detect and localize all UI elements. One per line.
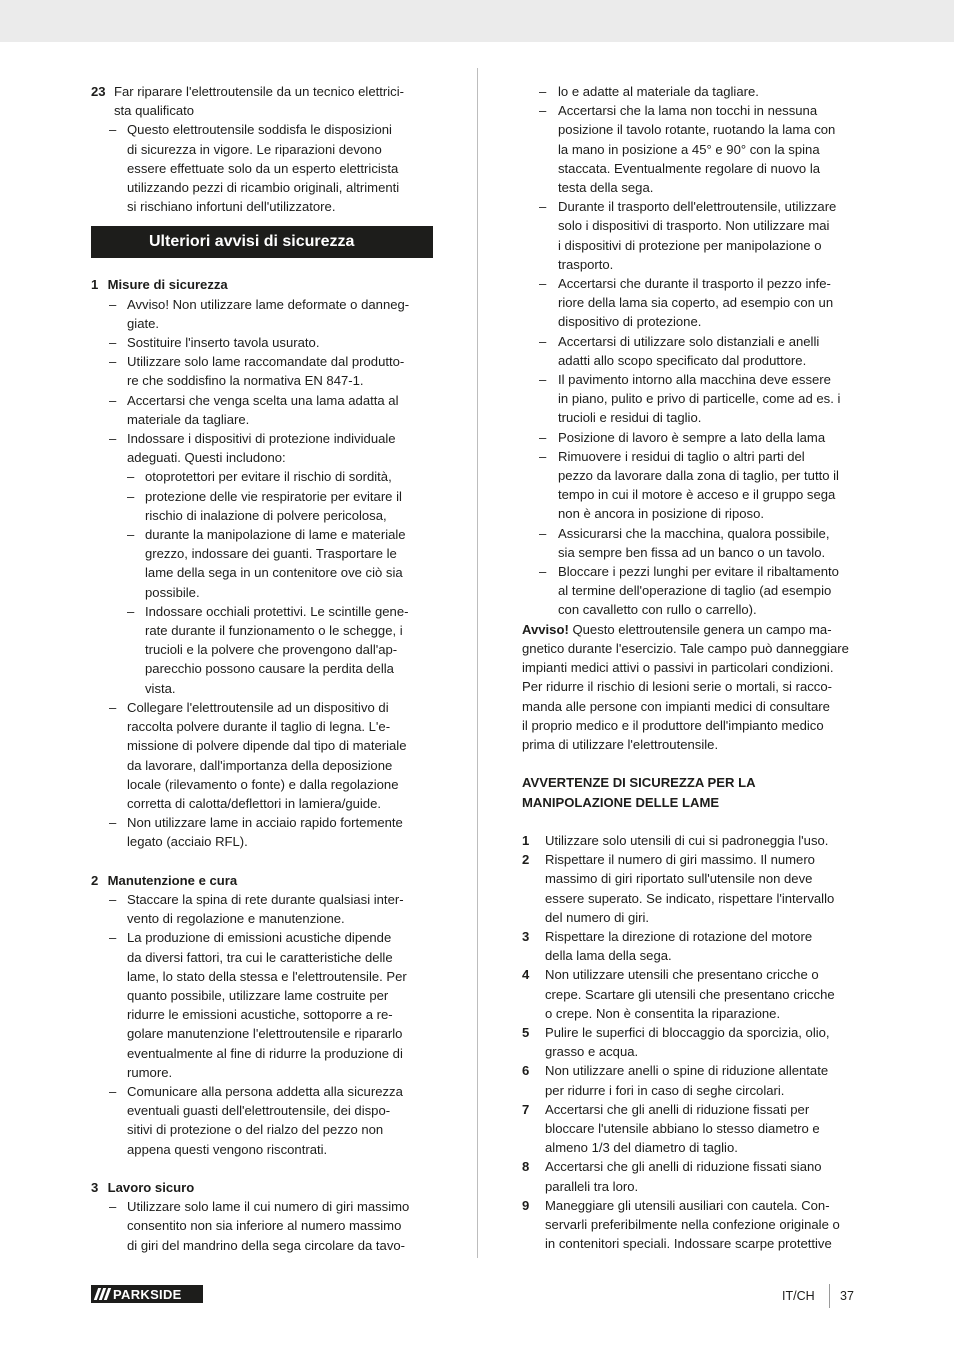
dash-item <box>522 332 866 370</box>
header-band <box>0 0 954 42</box>
line: vento di regolazione e manutenzione. <box>127 911 345 927</box>
dash-item <box>522 428 866 447</box>
numbered-item <box>522 1196 866 1254</box>
line: – Indossare occhiali protettivi. Le scintille gene- <box>145 603 409 619</box>
line: o crepe. Non è consentita la riparazione. <box>545 1005 781 1021</box>
item-number: 1 <box>522 832 530 848</box>
continued-line <box>522 82 866 101</box>
line: – Il pavimento intorno alla macchina deve essere <box>558 372 831 388</box>
sub-dash-item <box>91 467 433 486</box>
line: rate durante il funzionamento o le schegge, i <box>145 623 403 639</box>
line: da diversi fattori, tra cui le caratteristiche delle <box>127 949 393 965</box>
line: – Collegare l'elettroutensile ad un dispositivo di <box>127 699 389 715</box>
line: riore della lama sia coperto, ad esempio con un <box>558 295 834 311</box>
line: posizione il tavolo rotante, ruotando la lama con <box>558 122 836 138</box>
warning-text: Questo elettroutensile genera un campo ma- <box>568 621 832 637</box>
line: – La produzione di emissioni acustiche dipende <box>127 930 392 946</box>
line: massimo di giri riportato sull'utensile non deve <box>545 871 813 887</box>
item-number: 5 <box>522 1024 530 1040</box>
line: appena questi vengono riscontrati. <box>127 1141 328 1157</box>
line: vista. <box>145 680 176 696</box>
line: – Sostituire l'inserto tavola usurato. <box>127 335 320 351</box>
item-number: 7 <box>522 1101 530 1117</box>
line: – Accertarsi che durante il trasporto il pezzo infe- <box>558 276 831 292</box>
sub-dash-item <box>91 525 433 602</box>
line: – Staccare la spina di rete durante qualsiasi inter- <box>127 891 404 907</box>
line: del numero di giri. <box>545 909 650 925</box>
line: tempo in cui il motore è acceso e il gruppo sega <box>558 487 836 503</box>
section-title-bar: Ulteriori avvisi di sicurezza <box>91 226 433 258</box>
blade-safety-heading <box>522 773 866 811</box>
line: adeguati. Questi includono: <box>127 450 286 466</box>
line: consentito non sia inferiore al numero massimo <box>127 1218 402 1234</box>
numbered-item <box>522 1061 866 1099</box>
spacer <box>91 1159 433 1178</box>
item-number: 23 <box>91 84 106 99</box>
item-23 <box>91 82 433 120</box>
line: della lama della sega. <box>545 948 672 964</box>
spacer <box>522 754 866 773</box>
line: Non utilizzare utensili che presentano cricche o <box>545 967 819 983</box>
line: – Accertarsi che la lama non tocchi in nessuna <box>558 103 818 119</box>
section-title: Misure di sicurezza <box>107 277 228 293</box>
parkside-logo <box>91 1285 203 1303</box>
line: – Questo elettroutensile soddisfa le disposizioni <box>127 122 392 138</box>
line: lame, lo stato della stessa e l'elettroutensile. Per <box>127 968 407 984</box>
line: – protezione delle vie respiratorie per evitare il <box>145 488 402 504</box>
dash-item <box>91 698 433 813</box>
line: ridurre le emissioni acustiche, sottoporre a re- <box>127 1007 393 1023</box>
line: al termine dell'operazione di taglio (ad esempio <box>558 583 832 599</box>
line: – Utilizzare solo lame raccomandate dal produtto- <box>127 354 405 370</box>
dash-item <box>91 928 433 1082</box>
numbered-item <box>522 1100 866 1158</box>
line: grezzo, indossare dei guanti. Trasportare le <box>145 546 397 562</box>
line: materiale da tagliare. <box>127 411 250 427</box>
line: paralleli tra loro. <box>545 1178 639 1194</box>
section-number: 3 <box>91 1179 99 1195</box>
section-heading-3 <box>91 1178 433 1197</box>
line: rumore. <box>127 1064 173 1080</box>
dash-item <box>522 447 866 524</box>
brand-name: PARKSIDE <box>113 1286 182 1302</box>
line: trucioli e residui di taglio. <box>558 410 702 426</box>
line: sta qualificato <box>114 103 195 119</box>
line: Utilizzare solo utensili di cui si padroneggia l'uso. <box>545 832 829 848</box>
dash-item <box>91 352 433 390</box>
line: – Accertarsi che venga scelta una lama adatta al <box>127 392 399 408</box>
line: AVVERTENZE DI SICUREZZA PER LA <box>522 775 756 791</box>
line: – Indossare i dispositivi di protezione individuale <box>127 431 396 447</box>
section-number: 2 <box>91 872 99 888</box>
section-number: 1 <box>91 277 99 293</box>
item-number: 4 <box>522 967 530 983</box>
line: di giri del mandrino della sega circolare da tavo- <box>127 1237 406 1253</box>
line: possibile. <box>145 584 200 600</box>
line: legato (acciaio RFL). <box>127 834 248 850</box>
line: con cavalletto con rullo o carrello). <box>558 602 757 618</box>
sub-dash-item <box>91 487 433 525</box>
line: – Posizione di lavoro è sempre a lato della lama <box>558 429 826 445</box>
line: – Non utilizzare lame in acciaio rapido fortemente <box>127 815 403 831</box>
sub-dash-item <box>91 602 433 698</box>
spacer <box>91 852 433 871</box>
section-heading-1 <box>91 275 433 294</box>
line: bloccare l'utensile abbiano lo stesso diametro e <box>545 1120 820 1136</box>
line: locale (rilevamento o fonte) e dalla regolazione <box>127 776 399 792</box>
item-number: 6 <box>522 1063 530 1079</box>
dash-item <box>91 333 433 352</box>
dash-item <box>522 370 866 428</box>
line: essere superato. Se indicato, rispettare l'intervallo <box>545 890 835 906</box>
line: almeno 1/3 del diametro di taglio. <box>545 1140 738 1156</box>
line: – Durante il trasporto dell'elettroutensile, utilizzare <box>558 199 837 215</box>
line: eventuali guasti dell'elettroutensile, dei dispo- <box>127 1103 391 1119</box>
line: – Utilizzare solo lame il cui numero di giri massimo <box>127 1199 410 1215</box>
line: lame della sega in un contenitore ove ciò sia <box>145 565 403 581</box>
line: eventualmente al fine di ridurre la produzione di <box>127 1045 403 1061</box>
line: per ridurre i fori in caso di seghe circolari. <box>545 1082 785 1098</box>
line: dispositivo di protezione. <box>558 314 702 330</box>
line <box>522 620 866 639</box>
logo-stripes-icon <box>91 1285 113 1303</box>
line: la mano in posizione a 45° e 90° con la spina <box>558 141 820 157</box>
numbered-item <box>522 1023 866 1061</box>
dash-item <box>522 524 866 562</box>
line: giate. <box>127 315 160 331</box>
line: essere effettuate solo da un esperto elettricista <box>127 160 399 176</box>
line: missione di polvere dipende dal tipo di materiale <box>127 738 407 754</box>
line: testa della sega. <box>558 180 654 196</box>
line: trucioli e la polvere che provengono dall'ap- <box>145 642 398 658</box>
line: in piano, pulito e privo di particelle, come ad es. i <box>558 391 841 407</box>
line: impianti medici attivi o passivi in particolari condizioni. <box>522 660 834 676</box>
line: sitivi di protezione o del rialzo del pezzo non <box>127 1122 384 1138</box>
section-heading-2 <box>91 871 433 890</box>
dash-item <box>91 1082 433 1159</box>
numbered-item <box>522 850 866 927</box>
language-code: IT/CH <box>782 1289 815 1303</box>
section-title: Lavoro sicuro <box>107 1179 195 1195</box>
line: – Avviso! Non utilizzare lame deformate o danneg- <box>127 296 410 312</box>
numbered-item <box>522 1157 866 1195</box>
line: solo i dispositivi di trasporto. Non utilizzare mai <box>558 218 830 234</box>
line: crepe. Scartare gli utensili che presentano cricche <box>545 986 835 1002</box>
line: gnetico durante l'esercizio. Tale campo può danneggiare <box>522 640 849 656</box>
column-divider <box>477 68 478 1258</box>
item-number: 9 <box>522 1197 530 1213</box>
line: staccata. Eventualmente regolare di nuovo la <box>558 160 821 176</box>
warning-label: Avviso! <box>522 621 569 637</box>
line: – durante la manipolazione di lame e materiale <box>145 527 406 543</box>
line: parecchio possono causare la perdita della <box>145 661 394 677</box>
dash-item <box>91 813 433 851</box>
line: golare manutenzione l'elettroutensile e ripararlo <box>127 1026 403 1042</box>
line: in contenitori speciali. Indossare scarpe protettive <box>545 1236 832 1252</box>
line: Per ridurre il rischio di lesioni serie o mortali, si racco- <box>522 679 832 695</box>
line: re che soddisfino la normativa EN 847-1. <box>127 373 364 389</box>
line: da lavorare, dall'importanza della deposizione <box>127 757 393 773</box>
line: Far riparare l'elettroutensile da un tecnico elettrici- <box>114 84 404 99</box>
line: manda alle persone con impianti medici di consultare <box>522 698 830 714</box>
dash-item <box>91 890 433 928</box>
right-column <box>522 82 866 1253</box>
item-number: 8 <box>522 1159 530 1175</box>
numbered-item <box>522 965 866 1023</box>
left-column <box>91 82 433 1255</box>
line: il proprio medico e il produttore dell'impianto medico <box>522 717 824 733</box>
line: Rispettare la direzione di rotazione del motore <box>545 928 813 944</box>
warning-paragraph <box>522 620 866 754</box>
line: Rispettare il numero di giri massimo. Il numero <box>545 852 815 868</box>
line: pezzo da lavorare dalla zona di taglio, per tutto il <box>558 468 839 484</box>
line: MANIPOLAZIONE DELLE LAME <box>522 794 720 810</box>
dash-item <box>522 101 866 197</box>
line: – lo e adatte al materiale da tagliare. <box>558 84 759 99</box>
dash-item <box>91 391 433 429</box>
line: adatti allo scopo specificato dal produttore. <box>558 352 807 368</box>
item-number: 3 <box>522 928 530 944</box>
line: prima di utilizzare l'elettroutensile. <box>522 736 719 752</box>
line: Maneggiare gli utensili ausiliari con cautela. Con- <box>545 1197 830 1213</box>
page-number: 37 <box>840 1289 854 1303</box>
numbered-item <box>522 927 866 965</box>
dash-item <box>91 295 433 333</box>
line: servarli preferibilmente nella confezione originale o <box>545 1216 840 1232</box>
line: i dispositivi di protezione per manipolazione o <box>558 237 822 253</box>
dash-item <box>91 120 433 216</box>
item-text <box>114 82 433 120</box>
line: utilizzando pezzi di ricambio originali, altrimenti <box>127 180 400 196</box>
dash-item <box>522 197 866 274</box>
line: Non utilizzare anelli o spine di riduzione allentate <box>545 1063 829 1079</box>
line: – Comunicare alla persona addetta alla sicurezza <box>127 1083 403 1099</box>
line: – Bloccare i pezzi lunghi per evitare il ribaltamento <box>558 564 839 580</box>
line: di sicurezza in vigore. Le riparazioni devono <box>127 141 382 157</box>
dash-item <box>91 429 433 467</box>
line: corretta di calotta/deflettori in lamiera/guide. <box>127 795 382 811</box>
dash-item <box>522 274 866 332</box>
numbered-item <box>522 831 866 850</box>
dash-item <box>522 562 866 620</box>
line: raccolta polvere durante il taglio di legna. L'e- <box>127 719 391 735</box>
line: – Assicurarsi che la macchina, qualora possibile, <box>558 525 830 541</box>
line: si rischiano infortuni dell'utilizzatore. <box>127 199 336 215</box>
item-number: 2 <box>522 852 530 868</box>
line: Accertarsi che gli anelli di riduzione fissati per <box>545 1101 810 1117</box>
line: quanto possibile, utilizzare lame costruite per <box>127 987 389 1003</box>
line: – Rimuovere i residui di taglio o altri parti del <box>558 448 805 464</box>
dash-item <box>91 1197 433 1255</box>
line: Pulire le superfici di bloccaggio da sporcizia, olio, <box>545 1024 830 1040</box>
line: rischio di inalazione di polvere pericolosa, <box>145 507 387 523</box>
line: trasporto. <box>558 256 614 272</box>
section-title: Manutenzione e cura <box>107 872 238 888</box>
line: non è ancora in posizione di riposo. <box>558 506 764 522</box>
footer-divider <box>829 1284 830 1308</box>
line: – otoprotettori per evitare il rischio di sordità, <box>145 469 392 485</box>
line: sia sempre ben fissa ad un banco o un tavolo. <box>558 544 826 560</box>
spacer <box>522 812 866 831</box>
line: – Accertarsi di utilizzare solo distanziali e anelli <box>558 333 820 349</box>
line: Accertarsi che gli anelli di riduzione fissati siano <box>545 1159 822 1175</box>
line: grasso e acqua. <box>545 1044 639 1060</box>
